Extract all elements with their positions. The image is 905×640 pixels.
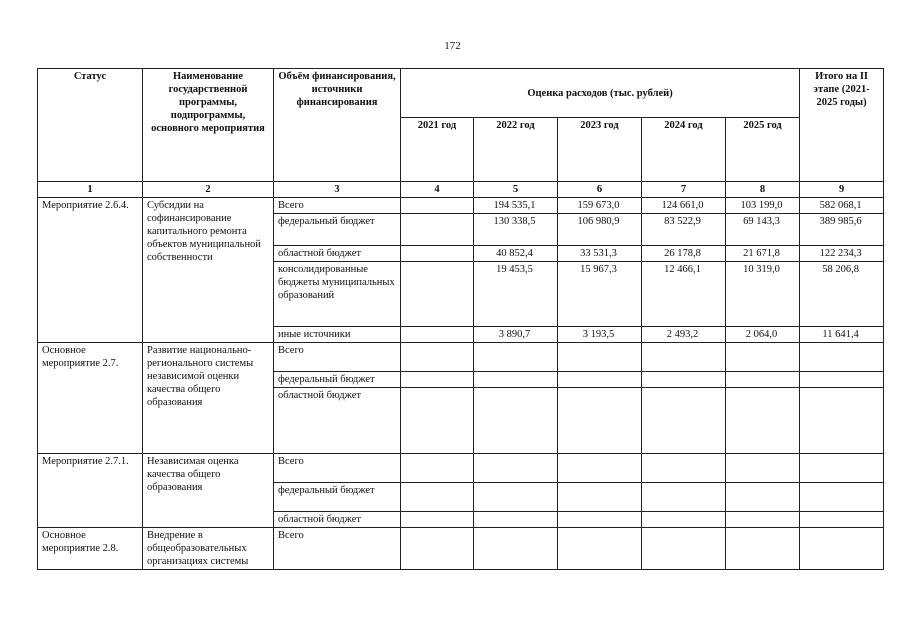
value-cell	[558, 388, 642, 454]
funding-source-cell: федеральный бюджет	[274, 483, 401, 512]
status-cell: Мероприятие 2.6.4.	[38, 198, 143, 343]
value-cell	[800, 372, 884, 388]
value-cell: 15 967,3	[558, 262, 642, 327]
value-cell	[474, 528, 558, 570]
value-cell: 26 178,8	[642, 246, 726, 262]
column-number: 7	[642, 182, 726, 198]
value-cell	[726, 372, 800, 388]
value-cell: 83 522,9	[642, 214, 726, 246]
value-cell	[726, 483, 800, 512]
value-cell: 3 890,7	[474, 327, 558, 343]
value-cell	[642, 388, 726, 454]
value-cell: 21 671,8	[726, 246, 800, 262]
value-cell	[800, 512, 884, 528]
funding-source-cell: иные источники	[274, 327, 401, 343]
value-cell	[401, 372, 474, 388]
value-cell	[800, 454, 884, 483]
value-cell: 124 661,0	[642, 198, 726, 214]
value-cell	[474, 372, 558, 388]
value-cell	[642, 528, 726, 570]
value-cell	[474, 343, 558, 372]
value-cell	[558, 454, 642, 483]
value-cell: 159 673,0	[558, 198, 642, 214]
value-cell	[401, 528, 474, 570]
value-cell	[401, 214, 474, 246]
value-cell: 582 068,1	[800, 198, 884, 214]
status-cell: Мероприятие 2.7.1.	[38, 454, 143, 528]
header-estimate: Оценка расходов (тыс. рублей)	[401, 69, 800, 118]
header-year-2022: 2022 год	[474, 118, 558, 182]
value-cell: 12 466,1	[642, 262, 726, 327]
value-cell	[642, 483, 726, 512]
value-cell: 10 319,0	[726, 262, 800, 327]
value-cell	[642, 372, 726, 388]
value-cell	[401, 454, 474, 483]
program-name-cell: Внедрение в общеобразовательных организациях системы	[143, 528, 274, 570]
value-cell	[474, 454, 558, 483]
program-name-cell: Субсидии на софинансирование капитального ремонта объектов муниципальной собственности	[143, 198, 274, 343]
value-cell: 389 985,6	[800, 214, 884, 246]
value-cell	[558, 343, 642, 372]
value-cell	[558, 372, 642, 388]
value-cell	[726, 512, 800, 528]
program-name-cell: Развитие национально-регионального системы независимой оценки качества общего образования	[143, 343, 274, 454]
column-number: 3	[274, 182, 401, 198]
value-cell	[800, 528, 884, 570]
value-cell: 2 493,2	[642, 327, 726, 343]
value-cell	[726, 388, 800, 454]
budget-table	[37, 68, 884, 570]
value-cell: 69 143,3	[726, 214, 800, 246]
value-cell: 130 338,5	[474, 214, 558, 246]
header-year-2021: 2021 год	[401, 118, 474, 182]
value-cell	[401, 343, 474, 372]
value-cell	[800, 388, 884, 454]
value-cell: 2 064,0	[726, 327, 800, 343]
value-cell: 194 535,1	[474, 198, 558, 214]
value-cell: 40 852,4	[474, 246, 558, 262]
table-row	[38, 198, 884, 214]
value-cell	[474, 512, 558, 528]
value-cell	[401, 327, 474, 343]
column-number: 4	[401, 182, 474, 198]
funding-source-cell: областной бюджет	[274, 512, 401, 528]
value-cell	[401, 262, 474, 327]
funding-source-cell: Всего	[274, 198, 401, 214]
value-cell	[642, 343, 726, 372]
value-cell	[800, 343, 884, 372]
value-cell	[726, 454, 800, 483]
value-cell: 103 199,0	[726, 198, 800, 214]
value-cell	[401, 388, 474, 454]
funding-source-cell: Всего	[274, 528, 401, 570]
funding-source-cell: федеральный бюджет	[274, 214, 401, 246]
page-number: 172	[444, 40, 461, 52]
header-year-2024: 2024 год	[642, 118, 726, 182]
funding-source-cell: консолидированные бюджеты муниципальных образований	[274, 262, 401, 327]
header-year-2023: 2023 год	[558, 118, 642, 182]
value-cell	[558, 512, 642, 528]
value-cell	[726, 528, 800, 570]
value-cell	[558, 528, 642, 570]
value-cell	[800, 483, 884, 512]
column-number: 5	[474, 182, 558, 198]
header-total: Итого на II этапе (2021-2025 годы)	[800, 69, 884, 182]
header-status: Статус	[38, 69, 143, 182]
value-cell	[401, 198, 474, 214]
column-number: 2	[143, 182, 274, 198]
funding-source-cell: Всего	[274, 343, 401, 372]
header-year-2025: 2025 год	[726, 118, 800, 182]
table-row	[38, 454, 884, 483]
column-numbers-row	[38, 182, 884, 198]
value-cell	[474, 388, 558, 454]
column-number: 9	[800, 182, 884, 198]
value-cell: 33 531,3	[558, 246, 642, 262]
value-cell	[642, 454, 726, 483]
value-cell	[726, 343, 800, 372]
value-cell: 58 206,8	[800, 262, 884, 327]
value-cell	[401, 246, 474, 262]
status-cell: Основное мероприятие 2.7.	[38, 343, 143, 454]
value-cell: 11 641,4	[800, 327, 884, 343]
value-cell: 106 980,9	[558, 214, 642, 246]
value-cell	[642, 512, 726, 528]
value-cell: 122 234,3	[800, 246, 884, 262]
column-number: 8	[726, 182, 800, 198]
header-volume: Объём финансирования, источники финансирования	[274, 69, 401, 182]
table-row	[38, 528, 884, 570]
funding-source-cell: федеральный бюджет	[274, 372, 401, 388]
funding-source-cell: областной бюджет	[274, 246, 401, 262]
value-cell	[474, 483, 558, 512]
column-number: 6	[558, 182, 642, 198]
column-number: 1	[38, 182, 143, 198]
header-name: Наименование государственной программы, подпрограммы, основного мероприятия	[143, 69, 274, 182]
funding-source-cell: областной бюджет	[274, 388, 401, 454]
value-cell	[401, 512, 474, 528]
table-row	[38, 343, 884, 372]
funding-source-cell: Всего	[274, 454, 401, 483]
status-cell: Основное мероприятие 2.8.	[38, 528, 143, 570]
value-cell: 3 193,5	[558, 327, 642, 343]
value-cell	[401, 483, 474, 512]
program-name-cell: Независимая оценка качества общего образования	[143, 454, 274, 528]
value-cell	[558, 483, 642, 512]
value-cell: 19 453,5	[474, 262, 558, 327]
